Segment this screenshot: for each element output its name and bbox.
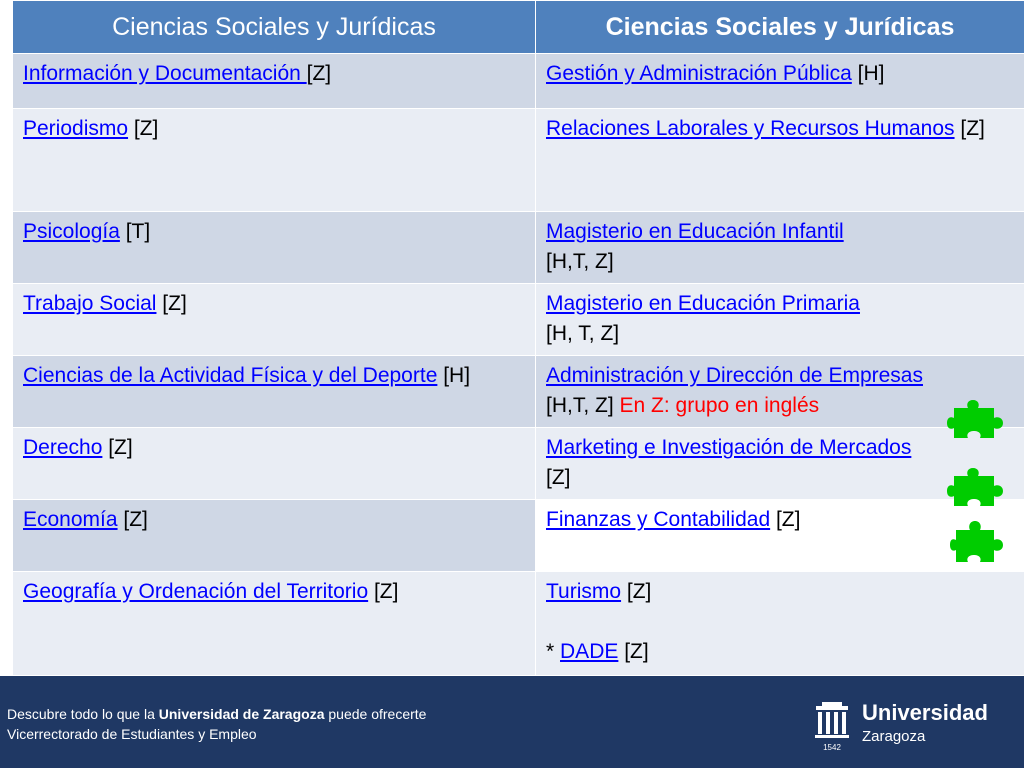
degrees-table-container (12, 0, 1024, 676)
puzzle-piece-icon (950, 518, 1006, 564)
degree-link[interactable]: Turismo (546, 580, 622, 603)
degree-link[interactable]: Trabajo Social (23, 292, 157, 315)
degree-link[interactable]: Ciencias de la Actividad Física y del Deporte (23, 364, 438, 387)
table-row (13, 500, 1024, 572)
table-cell (13, 284, 536, 356)
header-left: Ciencias Sociales y Jurídicas (13, 1, 536, 54)
dade-link[interactable]: DADE (560, 640, 619, 663)
campus-code: [H, T, Z] (546, 322, 620, 345)
table-cell (13, 428, 536, 500)
campus-code: [Z] (128, 117, 159, 140)
university-building-icon (812, 700, 852, 752)
campus-code: [Z] (618, 640, 649, 663)
campus-code: [H,T, Z] (546, 394, 620, 417)
footer-text: Descubre todo lo que la (7, 706, 159, 722)
degree-link[interactable]: Marketing e Investigación de Mercados (546, 436, 912, 459)
table-row (13, 428, 1024, 500)
campus-code: [Z] (368, 580, 399, 603)
degree-link[interactable]: Economía (23, 508, 118, 531)
table-cell (13, 109, 536, 212)
table-row (13, 212, 1024, 284)
table-row (13, 572, 1024, 676)
footer-university-name: Universidad de Zaragoza (158, 706, 325, 722)
degree-link[interactable]: Magisterio en Educación Infantil (546, 220, 844, 243)
campus-code: [Z] (621, 580, 652, 603)
table-cell (536, 572, 1024, 676)
degree-link[interactable]: Magisterio en Educación Primaria (546, 292, 860, 315)
campus-code: [Z] (117, 508, 148, 531)
table-cell (13, 500, 536, 572)
table-header-row (13, 1, 1024, 54)
degree-link[interactable]: Información y Documentación (23, 62, 307, 85)
table-cell (536, 212, 1024, 284)
table-cell (536, 109, 1024, 212)
table-row (13, 356, 1024, 428)
footer-banner (0, 676, 1024, 768)
degree-link[interactable]: Finanzas y Contabilidad (546, 508, 771, 531)
table-cell (536, 284, 1024, 356)
logo-subtitle: Zaragoza (862, 728, 926, 745)
puzzle-piece-icon (946, 398, 1006, 440)
degrees-table (12, 0, 1024, 676)
table-cell (13, 356, 536, 428)
footer-text: puede ofrecerte (324, 706, 427, 722)
footer-tagline (7, 706, 426, 722)
campus-code: [T] (119, 220, 151, 243)
header-right: Ciencias Sociales y Jurídicas (536, 1, 1024, 54)
campus-code: [H] (437, 364, 471, 387)
degree-link[interactable]: Psicología (23, 220, 120, 243)
campus-code: [Z] (546, 466, 571, 489)
table-cell (536, 54, 1024, 109)
logo-title: Universidad (862, 700, 988, 725)
footer-department: Vicerrectorado de Estudiantes y Empleo (7, 726, 257, 742)
puzzle-piece-icon (946, 466, 1006, 508)
table-row (13, 109, 1024, 212)
campus-code: [Z] (156, 292, 187, 315)
table-cell (13, 572, 536, 676)
campus-code: [Z] (954, 117, 985, 140)
campus-code: [H,T, Z] (546, 250, 614, 273)
degree-link[interactable]: Gestión y Administración Pública (546, 62, 852, 85)
table-cell (13, 54, 536, 109)
table-row (13, 284, 1024, 356)
degree-link[interactable]: Relaciones Laborales y Recursos Humanos (546, 117, 955, 140)
campus-code: [Z] (770, 508, 801, 531)
english-group-note: En Z: grupo en inglés (619, 394, 820, 417)
table-row (13, 54, 1024, 109)
degree-link[interactable]: Geografía y Ordenación del Territorio (23, 580, 369, 603)
footnote-marker: * (546, 640, 561, 663)
degree-link[interactable]: Periodismo (23, 117, 129, 140)
degree-link[interactable]: Derecho (23, 436, 103, 459)
campus-code: [Z] (306, 62, 332, 85)
table-cell (13, 212, 536, 284)
campus-code: [Z] (102, 436, 133, 459)
campus-code: [H] (851, 62, 885, 85)
degree-link[interactable]: Administración y Dirección de Empresas (546, 364, 923, 387)
university-logo (812, 698, 992, 754)
logo-year: 1542 (823, 743, 841, 752)
